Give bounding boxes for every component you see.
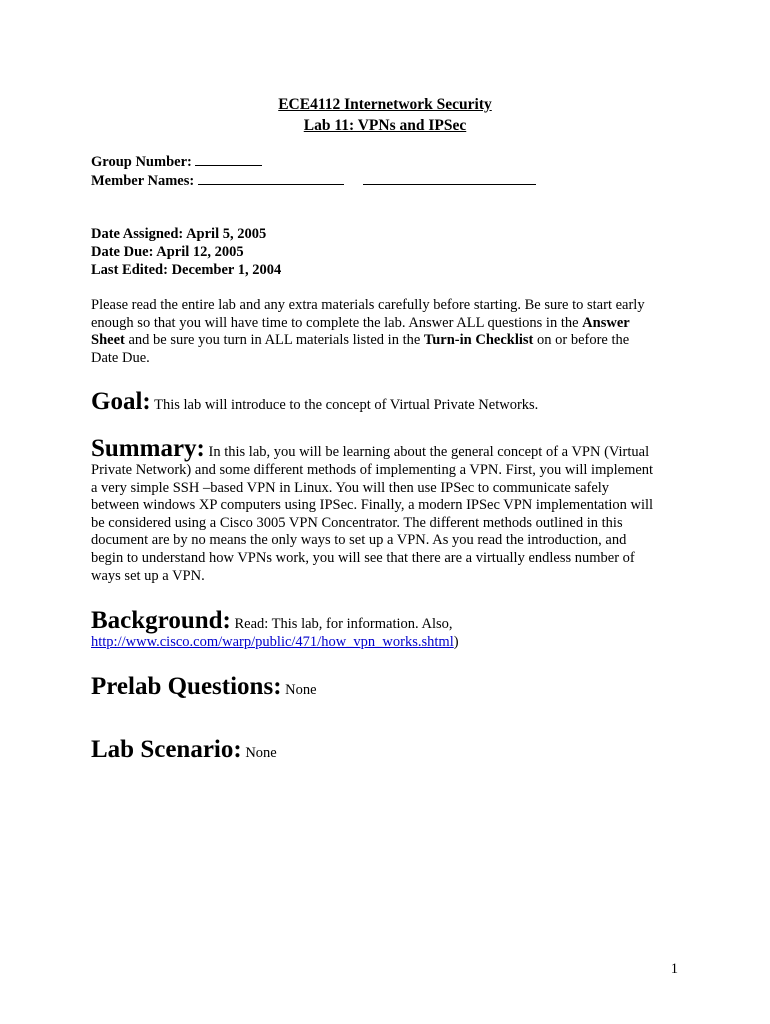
link-close-paren: ) [453, 634, 459, 650]
summary-line: Private Network) and some different methods of implementing a VPN. First, you will implement [91, 462, 654, 478]
background-heading: Background: [91, 607, 231, 634]
summary-section [91, 436, 691, 585]
dates-block [91, 225, 281, 279]
group-number-field [91, 153, 262, 171]
summary-heading: Summary: [91, 435, 205, 462]
lab-title: Lab 11: VPNs and IPSec [303, 117, 467, 134]
turn-in-checklist-bold: Turn-in Checklist [423, 332, 534, 349]
last-edited: Last Edited: December 1, 2004 [91, 262, 282, 278]
member-name-blank-1 [198, 172, 344, 185]
background-text: Read: This lab, for information. Also, [230, 616, 453, 632]
background-first-line [91, 608, 691, 634]
course-title: ECE4112 Internetwork Security [278, 96, 492, 113]
title-block [0, 94, 770, 136]
summary-line: a very simple SSH –based VPN in Linux. You will then use IPSec to communicate safely [91, 479, 610, 496]
intro-line [91, 315, 691, 333]
answer-sheet-bold: Sheet [91, 332, 125, 349]
prelab-section [91, 674, 691, 700]
background-link-line [91, 634, 691, 652]
intro-text: enough so that you will have time to complete the lab. Answer ALL questions in the [91, 314, 583, 331]
intro-paragraph [91, 297, 691, 367]
summary-first-line [91, 436, 691, 462]
summary-line: between windows XP computers using IPSec. Finally, a modern IPSec VPN implementation will [91, 497, 654, 514]
group-number-blank [195, 153, 262, 166]
summary-text: In this lab, you will be learning about the general concept of a VPN (Virtual [204, 444, 650, 460]
intro-line: Date Due. [91, 349, 150, 366]
goal-section [91, 389, 691, 415]
group-number-label: Group Number: [91, 154, 192, 170]
goal-text: This lab will introduce to the concept of Virtual Private Networks. [150, 397, 539, 413]
date-due: Date Due: April 12, 2005 [91, 244, 244, 260]
prelab-text: None [281, 682, 317, 698]
scenario-text: None [241, 745, 277, 761]
scenario-section [91, 737, 691, 763]
member-names-field [91, 172, 536, 190]
member-name-blank-2 [363, 172, 536, 185]
member-names-label: Member Names: [91, 173, 195, 189]
cisco-vpn-link[interactable]: http://www.cisco.com/warp/public/471/how_vpn_works.shtml [91, 634, 454, 650]
page-number: 1 [670, 961, 678, 977]
summary-line: document are by no means the only ways to set up a VPN. As you read the introduction, and [91, 532, 627, 549]
summary-line: ways set up a VPN. [91, 567, 205, 584]
intro-text: on or before the [533, 332, 630, 349]
background-section [91, 608, 691, 652]
intro-text: and be sure you turn in ALL materials listed in the [124, 332, 424, 349]
intro-line: Please read the entire lab and any extra materials carefully before starting. Be sure to start early [91, 297, 645, 313]
date-assigned: Date Assigned: April 5, 2005 [91, 226, 267, 242]
summary-line: be considered using a Cisco 3005 VPN Concentrator. The different methods outlined in this [91, 514, 623, 531]
scenario-heading: Lab Scenario: [91, 736, 242, 763]
intro-line [91, 332, 691, 350]
answer-sheet-bold: Answer [582, 314, 630, 331]
summary-line: begin to understand how VPNs work, you will see that there are a virtually endless number of [91, 549, 635, 566]
prelab-heading: Prelab Questions: [91, 673, 282, 700]
goal-heading: Goal: [91, 388, 151, 415]
